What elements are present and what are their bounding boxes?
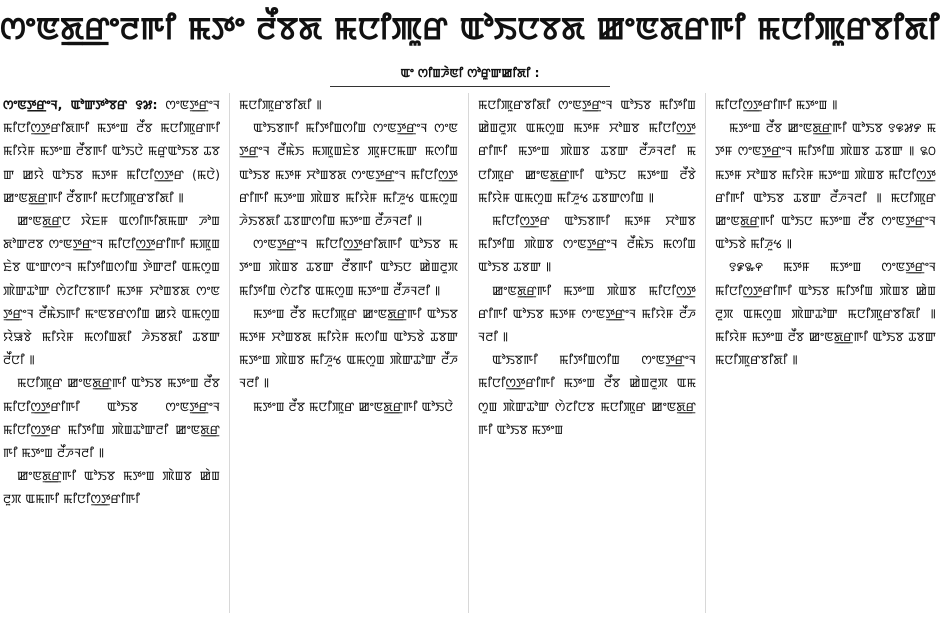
paragraph: ꯑꯣꯏꯕꯒꯤ ꯃꯤꯇꯤꯡꯁꯤꯡ ꯁꯦꯟꯇ꯭ꯔꯦꯜ ꯃꯤꯅꯤꯁ꯭ꯇꯔꯤꯒꯤ ꯃꯇꯦꯡ ꯂꯩꯕ ꯀꯥꯡꯂꯨꯞ ꯑꯃꯁꯨꯡ ꯄꯥꯛꯊꯣꯛ ꯁꯥꯖꯤꯅꯕ ꯃꯅꯤꯄꯨꯔ ꯀꯦꯟꯗ꯭ꯔꯒꯤ ꯑꯣꯏꯕ ꯃꯇꯦꯡ xyxy=(478,352,696,437)
paragraph: ꯃꯅꯤꯄꯨꯔ ꯀꯦꯟꯗ꯭ꯔꯒꯤ ꯑꯣꯏꯕ ꯃꯇꯦꯡ ꯂꯩꯕ ꯃꯤꯅꯤꯁ꯭ꯇꯔꯤꯒꯤ ꯑꯣꯏꯕ ꯁꯦꯟꯇ꯭ꯔꯦꯜ ꯃꯤꯅꯤꯁ꯭ꯇꯔ ꯃꯤꯇꯤꯡ ꯄꯥꯡꯊꯣꯛꯂꯤ ꯀꯦꯟꯗ꯭ꯔꯒꯤ ꯃꯇꯦꯡ ꯂꯩꯍꯜꯂꯤ ꯫ xyxy=(3,375,220,461)
article-headline: ꯁꯦꯟꯗ꯭ꯔꯦꯂꯒꯤ ꯃꯇꯦ ꯂꯩꯕꯗ ꯃꯅꯤꯄꯨꯔ ꯑꯣꯏꯅꯕꯗ ꯀꯦꯟꯗꯔꯒꯤ ꯃꯅꯤꯄꯨꯔꯕꯤꯗꯤ xyxy=(0,11,940,47)
paragraph: ꯁꯦꯟꯇ꯭ꯔꯦꯜ ꯃꯤꯅꯤꯁ꯭ꯇꯔꯤꯗꯒꯤ ꯑꯣꯏꯕ ꯃꯇꯦꯡ ꯄꯥꯡꯕ ꯊꯕꯛ ꯂꯩꯕꯒꯤ ꯑꯣꯏꯅ ꯀꯥꯡꯂꯨꯞ ꯃꯤꯇꯤꯡ ꯁꯥꯖꯤꯕ ꯑꯃꯁꯨꯡ ꯃꯇꯦꯡ ꯂꯩꯍꯜꯂꯤ ꯫ xyxy=(239,236,458,298)
paragraph: ꯑꯣꯏꯕꯒꯤ ꯃꯤꯇꯤꯡꯁꯤꯡ ꯁꯦꯟꯇ꯭ꯔꯦꯜ ꯁꯦꯟꯇ꯭ꯔꯦꯜ ꯂꯩꯃꯥꯏ ꯃꯄꯨꯡꯐꯥꯕ ꯄꯨꯝꯅꯃꯛ ꯃꯁꯤꯡ ꯑꯣꯏꯕ ꯃꯇꯝ ꯆꯣꯡꯕꯗ ꯁꯦꯟꯇ꯭ꯔꯦꯜ ꯃꯤꯅꯤꯁ꯭ꯇꯔꯤꯒꯤ ꯃꯇꯦꯡ ꯄꯥꯡꯕ ꯃꯤꯌꯥꯝ ꯃꯤꯍꯨꯠ ꯑꯃꯁꯨꯡ ꯍꯥꯏꯕꯗꯤ ꯊꯕꯛꯁꯤꯡ ꯃꯇꯦꯡ ꯂꯩꯍꯜꯂꯤ ꯫ xyxy=(239,120,458,229)
paragraph: ꯱꯹꯳꯵ ꯃꯇꯝ ꯃꯇꯦꯡ ꯁꯦꯟꯇ꯭ꯔꯦꯜ ꯃꯤꯅꯤꯁ꯭ꯇꯔꯤꯒꯤ ꯑꯣꯏꯕ ꯃꯤꯇꯤꯡ ꯄꯥꯡꯕ ꯀꯥꯡꯂꯨꯞ ꯑꯃꯁꯨꯡ ꯄꯥꯛꯊꯣꯛ ꯃꯅꯤꯄꯨꯔꯕꯤꯗꯤ ꯫ ꯃꯤꯌꯥꯝ ꯃꯇꯦꯡ ꯂꯩꯕ ꯀꯦꯟꯗ꯭ꯔꯒꯤ ꯑꯣꯏꯕ ꯊꯕꯛ ꯃꯅꯤꯄꯨꯔꯕꯤꯗꯤ ꯫ xyxy=(715,259,936,368)
paragraph: ꯃꯇꯦꯡ ꯂꯩꯕ ꯃꯅꯤꯄꯨꯔ ꯀꯦꯟꯗ꯭ꯔꯒꯤ ꯑꯣꯏꯕ ꯃꯇꯝ ꯆꯣꯡꯕꯗ ꯃꯤꯌꯥꯝ ꯃꯁꯤꯡ ꯑꯣꯏꯕꯥ ꯊꯕꯛ ꯃꯇꯦꯡ ꯄꯥꯡꯕ ꯃꯤꯍꯨꯠ ꯑꯃꯁꯨꯡ ꯄꯥꯛꯊꯣꯛ ꯂꯩꯍꯜꯂꯤ ꯫ xyxy=(239,305,458,391)
article-column-3 xyxy=(478,93,696,615)
column-divider xyxy=(705,93,706,613)
dateline: ꯁꯦꯟꯇ꯭ꯔꯦꯜ, ꯑꯣꯛꯇꯣꯕꯔ ꯱꯷: xyxy=(3,97,158,112)
paragraph: ꯃꯤꯅꯤꯁ꯭ꯇꯔ ꯑꯣꯏꯕꯒꯤ ꯃꯇꯝ ꯆꯣꯡꯕ ꯃꯤꯇꯤꯡ ꯄꯥꯡꯕ ꯁꯦꯟꯇ꯭ꯔꯦꯜ ꯂꯩꯃꯥꯏ ꯃꯁꯤꯡ ꯑꯣꯏꯕ ꯊꯕꯛ ꯫ xyxy=(478,213,696,275)
article-column-2 xyxy=(239,93,458,615)
paragraph: ꯀꯦꯟꯗ꯭ꯔꯅ ꯋꯥꯐꯝ ꯑꯁꯤꯒꯤꯗꯃꯛ ꯍꯣꯡꯗꯣꯛꯂꯕ ꯁꯦꯟꯇ꯭ꯔꯦꯜ ꯃꯤꯅꯤꯁ꯭ꯇꯔꯤꯒꯤ ꯃꯄꯨꯡꯐꯥꯕ ꯑꯦꯛꯁꯦꯜ ꯃꯤꯇꯤꯡꯁꯤꯡ ꯇꯥꯛꯂꯤ ꯑꯃꯁꯨꯡ ꯄꯥꯛꯊꯣꯛ ꯁꯥꯖꯤꯅꯕꯒꯤ ꯃꯇꯝ ꯆꯣꯡꯕꯗ ꯁꯦꯟꯇ꯭ꯔꯦꯜ ꯂꯩꯃꯥꯏꯒꯤ ꯃꯦꯟꯕꯔꯁꯤꯡ ꯀꯌꯥ ꯑꯃꯁꯨꯡ ꯌꯥꯎꯕꯥ ꯃꯤꯌꯥꯝ ꯃꯁꯤꯡꯗꯤ ꯍꯥꯏꯕꯗꯤ ꯊꯕꯛ ꯂꯩꯅꯤ ꯫ xyxy=(3,213,220,368)
column-divider xyxy=(468,93,469,613)
article-column-1 xyxy=(3,93,220,615)
column-divider xyxy=(229,93,230,613)
paragraph: ꯀꯦꯟꯗ꯭ꯔꯒꯤ ꯑꯣꯏꯕ ꯃꯇꯦꯡ ꯄꯥꯡꯕ ꯀꯥꯡꯂꯨꯞ ꯑꯃꯒꯤ ꯃꯤꯅꯤꯁ꯭ꯇꯔꯤꯒꯤ xyxy=(3,468,220,507)
paragraph: ꯁꯦꯟꯇ꯭ꯔꯦꯜ, ꯑꯣꯛꯇꯣꯕꯔ ꯱꯷: ꯁꯦꯟꯇ꯭ꯔꯦꯜ ꯃꯤꯅꯤꯁ꯭ꯇꯔꯤꯗꯒꯤ ꯃꯇꯦꯡ ꯂꯩꯕ ꯃꯅꯤꯄꯨꯔꯒꯤ ꯃꯤꯌꯥꯝ ꯃꯇꯦꯡ ꯂꯩꯕꯒꯤ ꯑꯣꯏꯅꯥ ꯃꯔꯨꯑꯣꯏꯕ ꯊꯕꯛ ꯀꯌꯥ ꯑꯣꯏꯕ ꯃꯇꯝ ꯃꯤꯅꯤꯁ꯭ꯇꯔ (ꯃꯅꯥ) ꯀꯦꯟꯗ꯭ꯔꯒꯤ ꯂꯩꯕꯒꯤ ꯃꯅꯤꯄꯨꯔꯕꯤꯗꯤ ꯫ xyxy=(3,97,220,205)
article-byline: ꯑꯦ ꯁꯤꯡꯍꯥꯟꯤ ꯁꯣꯔꯨꯛꯀꯤꯗꯤ : xyxy=(400,66,540,80)
paragraph: ꯃꯅꯤꯄꯨꯔꯕꯤꯗꯤ ꯁꯦꯟꯇ꯭ꯔꯦꯜ ꯑꯣꯏꯕ ꯃꯤꯇꯤꯡ ꯀꯥꯡꯂꯨꯞ ꯑꯃꯁꯨꯡ ꯃꯇꯝ ꯆꯣꯡꯕ ꯃꯤꯅꯤꯁ꯭ꯇꯔꯤꯒꯤ ꯃꯇꯦꯡ ꯄꯥꯡꯕ ꯊꯕꯛ ꯂꯩꯍꯜꯂꯤ ꯃꯅꯤꯄꯨꯔ ꯀꯦꯟꯗ꯭ꯔꯒꯤ ꯑꯣꯏꯅ ꯃꯇꯦꯡ ꯂꯩꯕꯥ ꯃꯤꯌꯥꯝ ꯑꯃꯁꯨꯡ ꯃꯤꯍꯨꯠ ꯊꯕꯛꯁꯤꯡ ꯫ xyxy=(478,97,696,205)
byline-rule xyxy=(330,86,610,87)
paragraph: ꯃꯅꯤꯄꯨꯔꯕꯤꯗꯤ ꯫ xyxy=(239,97,322,112)
paragraph: ꯃꯇꯦꯡ ꯂꯩꯕ ꯀꯦꯟꯗ꯭ꯔꯒꯤ ꯑꯣꯏꯕ ꯱꯶꯷꯸ ꯃꯇꯝ ꯁꯦꯟꯇ꯭ꯔꯦꯜ ꯃꯤꯇꯤꯡ ꯄꯥꯡꯕ ꯊꯕꯛ ꯫ ꯲꯰ ꯃꯇꯝ ꯆꯣꯡꯕ ꯃꯤꯌꯥꯝ ꯃꯇꯦꯡ ꯄꯥꯡꯕ ꯃꯤꯅꯤꯁ꯭ꯇꯔꯤꯒꯤ ꯑꯣꯏꯕ ꯊꯕꯛ ꯂꯩꯍꯜꯂꯤ ꯫ ꯃꯅꯤꯄꯨꯔ ꯀꯦꯟꯗ꯭ꯔꯒꯤ ꯑꯣꯏꯅ ꯃꯇꯦꯡ ꯂꯩꯕ ꯁꯦꯟꯇ꯭ꯔꯦꯜ ꯑꯣꯏꯕꯥ ꯃꯤꯍꯨꯠ ꯫ xyxy=(715,120,936,252)
paragraph: ꯃꯤꯅꯤꯁ꯭ꯇꯔꯤꯒꯤ ꯃꯇꯦꯡ ꯫ xyxy=(715,97,838,112)
article-column-4 xyxy=(715,93,936,615)
paragraph: ꯃꯇꯦꯡ ꯂꯩꯕ ꯃꯅꯤꯄꯨꯔ ꯀꯦꯟꯗ꯭ꯔꯒꯤ ꯑꯣꯏꯅꯥ xyxy=(253,398,454,414)
paragraph: ꯀꯦꯟꯗ꯭ꯔꯒꯤ ꯃꯇꯦꯡ ꯄꯥꯡꯕ ꯃꯤꯅꯤꯁ꯭ꯇꯔꯤꯒꯤ ꯑꯣꯏꯕ ꯃꯇꯝ ꯁꯦꯟꯇ꯭ꯔꯦꯜ ꯃꯤꯌꯥꯝ ꯂꯩꯍꯜꯂꯤ ꯫ xyxy=(478,282,696,345)
